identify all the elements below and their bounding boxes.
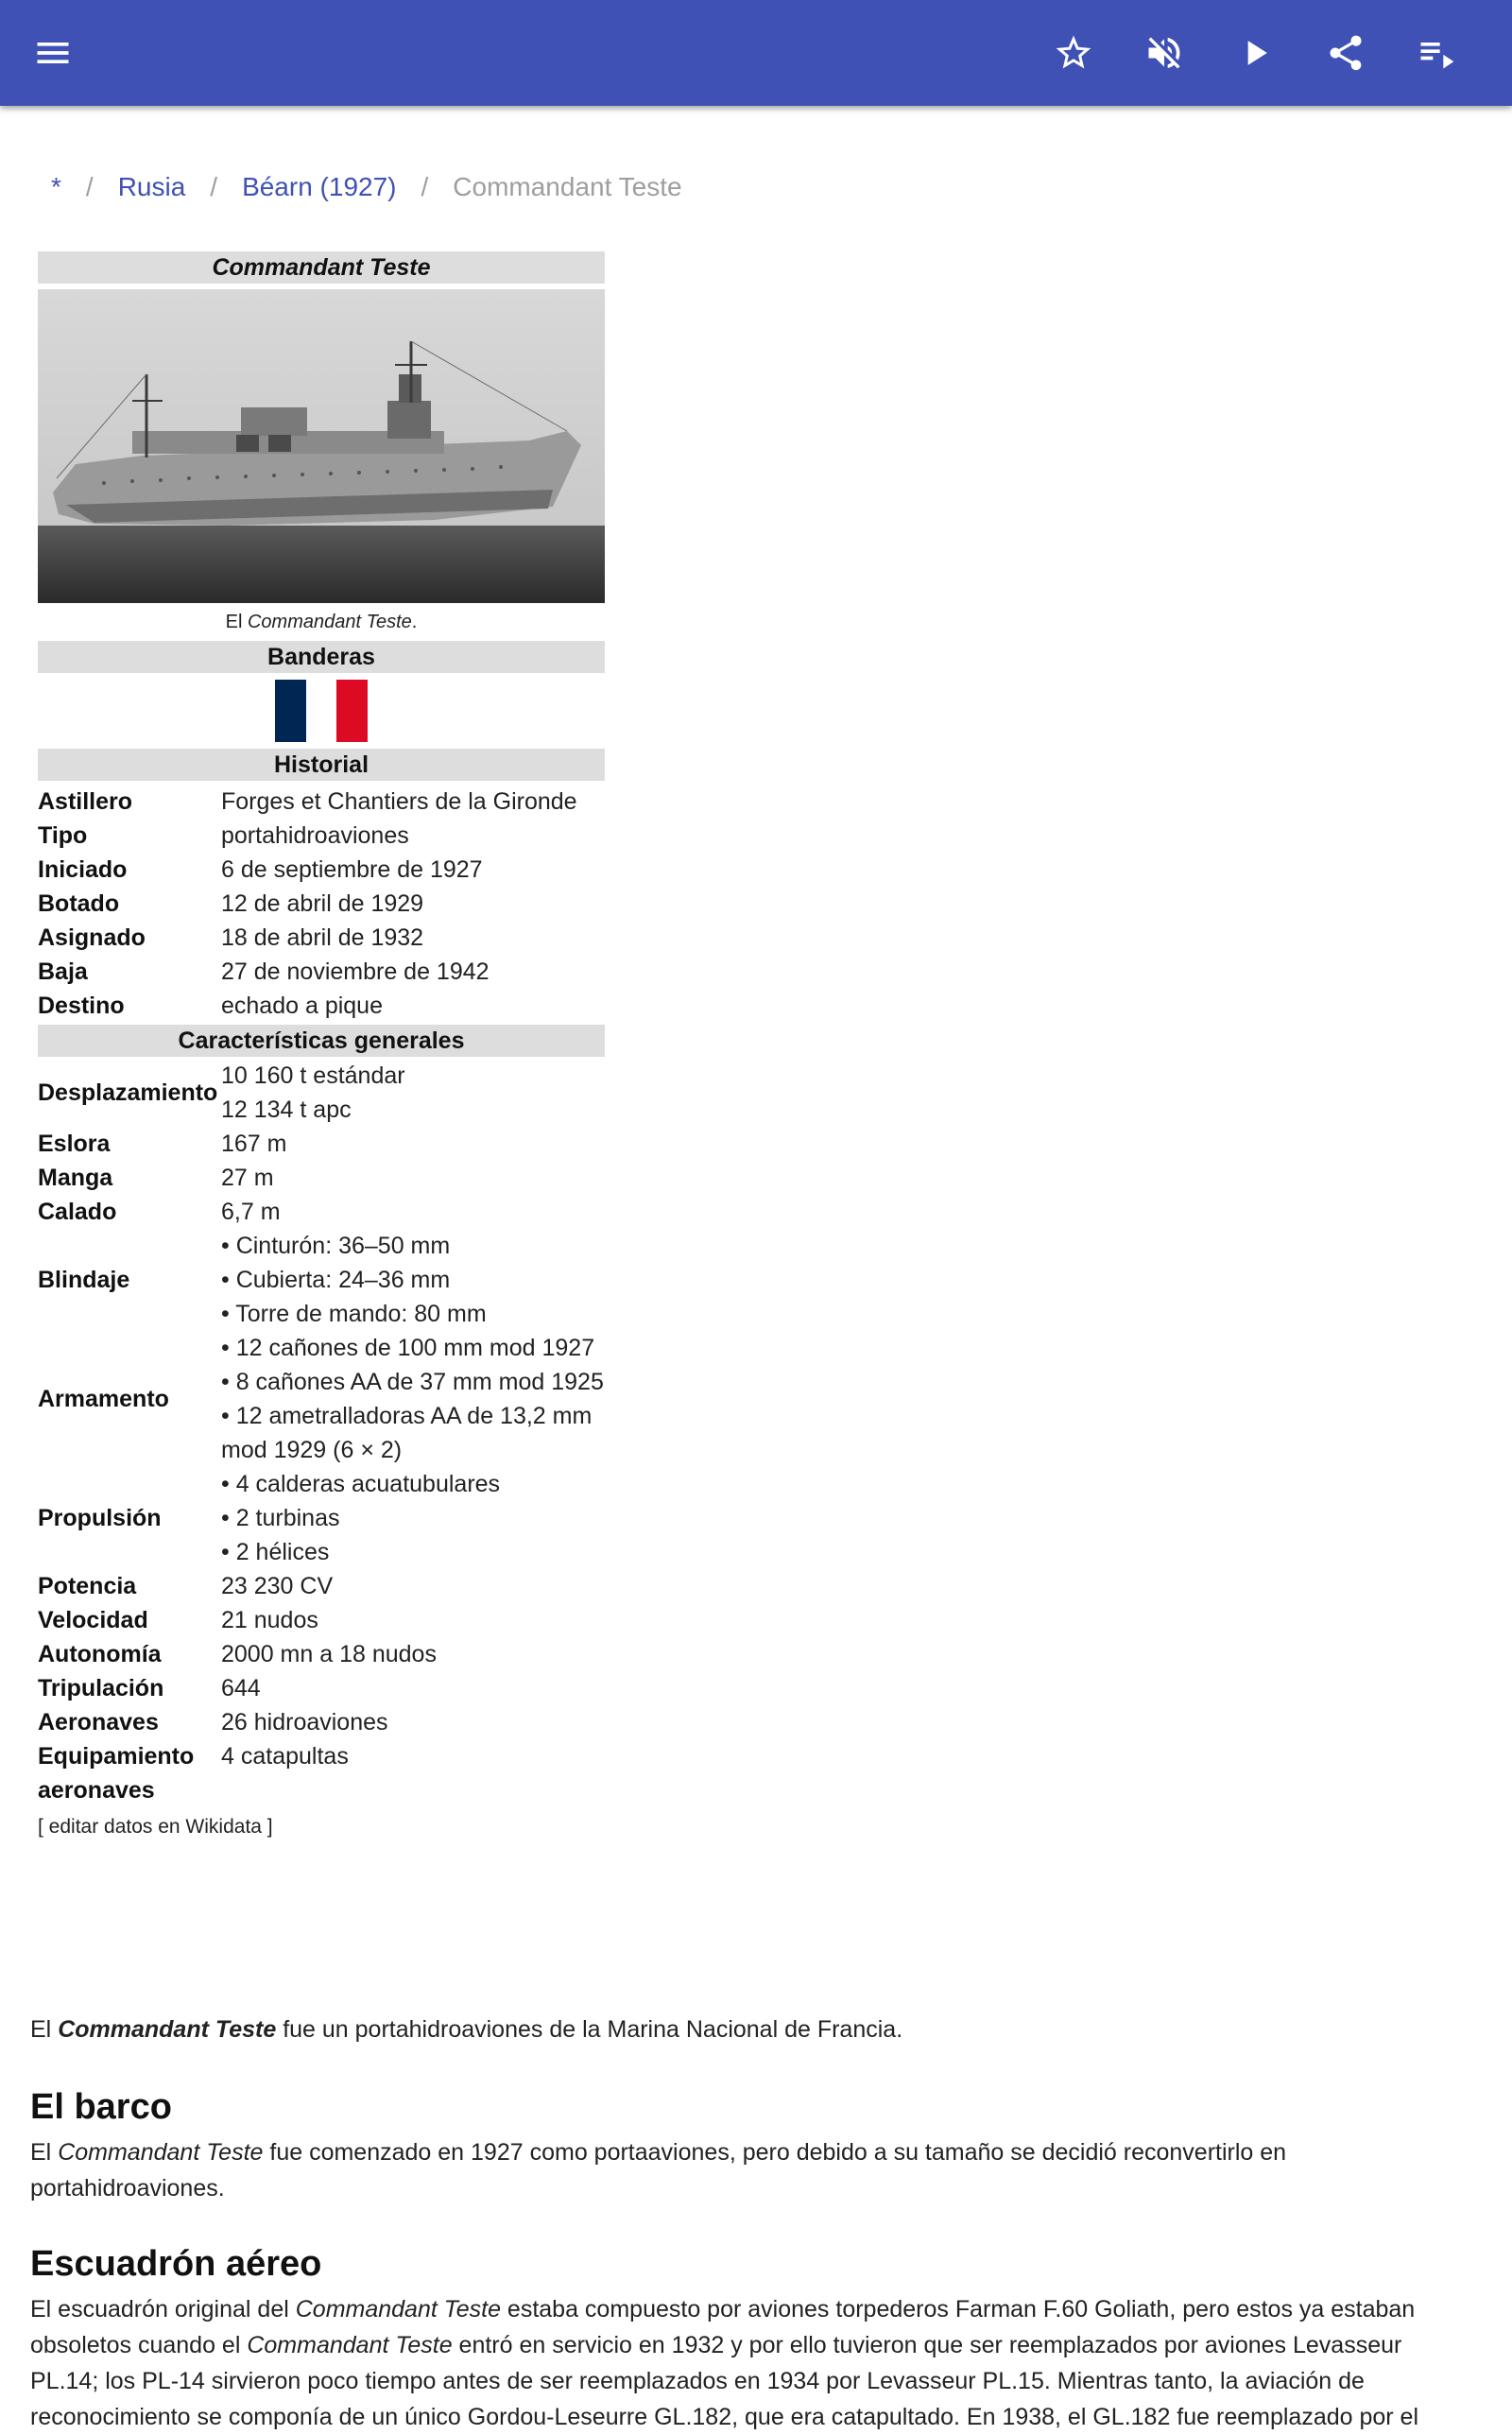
- infobox-row-value: [221, 1467, 605, 1569]
- section-text-mid: estaba compuesto por aviones torpederos Farman F.60 Goliath, pero estos ya estaban obsoletos cuando el: [30, 2296, 1416, 2358]
- infobox-row-value: [221, 1331, 605, 1467]
- infobox-title: Commandant Teste: [38, 251, 605, 284]
- flag-white-stripe: [306, 680, 337, 742]
- infobox-row: [38, 1059, 605, 1127]
- playlist-icon: [1416, 32, 1457, 74]
- infobox-value-line: 167 m: [221, 1131, 287, 1157]
- infobox-row-value: Forges et Chantiers de la Gironde: [221, 788, 577, 815]
- infobox-row: [38, 1127, 605, 1161]
- breadcrumb-item-rusia[interactable]: Rusia: [117, 172, 186, 201]
- infobox-value-line: 26 hidroaviones: [221, 1709, 388, 1736]
- hamburger-menu-icon: [32, 32, 74, 74]
- infobox-value-line: 644: [221, 1675, 261, 1701]
- flag-red-stripe: [336, 680, 368, 742]
- section-heading: El barco: [30, 2087, 172, 2127]
- breadcrumb-current: Commandant Teste: [453, 172, 682, 201]
- infobox-row: [38, 1467, 605, 1569]
- flag-row: [38, 673, 605, 749]
- infobox-row: [38, 819, 605, 853]
- infobox-value-line: • Cinturón: 36–50 mm: [221, 1233, 451, 1259]
- infobox-row-label: Tipo: [38, 822, 88, 849]
- infobox-row-value: [221, 1705, 605, 1739]
- infobox-row: [38, 1705, 605, 1739]
- share-icon: [1325, 32, 1366, 74]
- breadcrumb-separator: /: [421, 172, 429, 201]
- volume-off-icon: [1143, 32, 1185, 74]
- infobox-row-value: portahidroaviones: [221, 822, 409, 849]
- infobox-row-label: Eslora: [38, 1131, 111, 1157]
- infobox-value-line: 23 230 CV: [221, 1573, 334, 1599]
- infobox-row-label: Calado: [38, 1199, 117, 1225]
- infobox-row-value: [221, 1603, 605, 1637]
- infobox-value-line: 2000 mn a 18 nudos: [221, 1641, 437, 1667]
- play-icon: [1234, 32, 1276, 74]
- infobox-row: [38, 785, 605, 819]
- infobox-row-value: [221, 1059, 605, 1127]
- intro-ship-name: Commandant Teste: [58, 2016, 277, 2043]
- infobox-value-line: 21 nudos: [221, 1607, 318, 1633]
- infobox-row: [38, 921, 605, 955]
- infobox-value-line: • 2 hélices: [221, 1539, 330, 1565]
- infobox-row-label: Destino: [38, 993, 125, 1019]
- infobox-row-value: [221, 1161, 605, 1195]
- mute-button[interactable]: [1134, 23, 1194, 83]
- infobox-row: [38, 989, 605, 1023]
- infobox-row-value: [221, 1127, 605, 1161]
- section-heading: Escuadrón aéreo: [30, 2244, 322, 2284]
- bookmark-button[interactable]: [1043, 23, 1104, 83]
- section-ship-name: Commandant Teste: [58, 2139, 264, 2166]
- breadcrumb-home[interactable]: *: [51, 172, 61, 201]
- infobox-row-value: [221, 1569, 605, 1603]
- section-text-pre: El: [30, 2139, 59, 2166]
- playlist-button[interactable]: [1406, 23, 1467, 83]
- section-escuadron-aereo: [30, 2242, 1476, 2435]
- share-button[interactable]: [1315, 23, 1376, 83]
- section-ship-name: Commandant Teste: [295, 2296, 501, 2323]
- infobox-row: [38, 1671, 605, 1705]
- infobox-row-label: Velocidad: [38, 1607, 148, 1633]
- edit-wikidata-link[interactable]: [ editar datos en Wikidata ]: [38, 1816, 273, 1838]
- infobox-row: [38, 1739, 605, 1807]
- france-flag[interactable]: [275, 680, 368, 742]
- article-intro: [30, 2012, 1476, 2047]
- section-text-pre: El escuadrón original del: [30, 2296, 296, 2323]
- infobox-value-line: 4 catapultas: [221, 1743, 349, 1770]
- breadcrumb-separator: /: [210, 172, 218, 201]
- infobox-value-line: • 12 cañones de 100 mm mod 1927: [221, 1335, 595, 1361]
- infobox-row-value: [221, 1739, 605, 1807]
- infobox-row: [38, 1569, 605, 1603]
- infobox-row: [38, 1637, 605, 1671]
- menu-button[interactable]: [23, 23, 83, 83]
- caption-prefix: El: [225, 612, 248, 632]
- infobox-row-value: 18 de abril de 1932: [221, 924, 424, 951]
- intro-pre: El: [30, 2016, 59, 2043]
- star-outline-icon: [1053, 32, 1094, 74]
- infobox-row-label: Propulsión: [38, 1505, 162, 1531]
- infobox-row-label: Autonomía: [38, 1641, 162, 1667]
- infobox-value-line: • 8 cañones AA de 37 mm mod 1925: [221, 1369, 604, 1395]
- infobox-value-line: • 12 ametralladoras AA de 13,2 mm mod 1929 (6 × 2): [221, 1403, 593, 1463]
- infobox-row: [38, 1229, 605, 1331]
- infobox-row: [38, 1161, 605, 1195]
- section-el-barco: [30, 2085, 1476, 2206]
- infobox-row-value: echado a pique: [221, 993, 383, 1019]
- infobox-row-label: Tripulación: [38, 1675, 164, 1701]
- app-bar: [0, 0, 1512, 106]
- general-table: [38, 1057, 605, 1807]
- breadcrumb-item-bearn[interactable]: Béarn (1927): [242, 172, 397, 201]
- infobox-value-line: 27 m: [221, 1165, 274, 1191]
- section-ship-name: Commandant Teste: [247, 2332, 453, 2358]
- infobox-row-label: Equipamiento aeronaves: [38, 1743, 195, 1804]
- play-button[interactable]: [1225, 23, 1285, 83]
- section-text-post: fue comenzado en 1927 como portaaviones, pero debido a su tamaño se decidió reconvertirlo en portahidroaviones.: [30, 2139, 1287, 2202]
- infobox-row-label: Armamento: [38, 1386, 169, 1412]
- infobox-row: [38, 1331, 605, 1467]
- breadcrumb-separator: /: [85, 172, 94, 201]
- infobox-row-label: Botado: [38, 890, 120, 917]
- infobox-row: [38, 887, 605, 921]
- infobox-value-line: • Torre de mando: 80 mm: [221, 1301, 487, 1327]
- infobox-row-label: Astillero: [38, 788, 133, 815]
- infobox-row-value: [221, 1195, 605, 1229]
- caption-ship-name: Commandant Teste: [247, 612, 412, 632]
- infobox-row: [38, 853, 605, 887]
- breadcrumb: [51, 168, 682, 206]
- infobox-row-value: [221, 1671, 605, 1705]
- image-caption: [38, 603, 605, 641]
- history-header: Historial: [38, 749, 605, 781]
- infobox-row-value: 12 de abril de 1929: [221, 890, 424, 917]
- infobox-value-line: • 4 calderas acuatubulares: [221, 1471, 501, 1497]
- infobox: [38, 251, 605, 1843]
- infobox-row-label: Baja: [38, 958, 88, 985]
- infobox-value-line: 10 160 t estándar: [221, 1062, 405, 1089]
- infobox-row-label: Potencia: [38, 1573, 137, 1599]
- intro-post: fue un portahidroaviones de la Marina Nacional de Francia.: [276, 2016, 903, 2043]
- section-text-post: entró en servicio en 1932 y por ello tuvieron que ser reemplazados por aviones Levasseur PL.14; los PL-14 sirvieron poco tiempo antes de ser reemplazados en 1934 por Levasseur PL.15. Mientras tanto, la aviación de reconocimiento se componía de un único Gordou-Leseurre GL.182, que era catapultado. En 1938, el GL.182 fue reemplazado por el: [30, 2332, 1419, 2430]
- infobox-row-label: Iniciado: [38, 856, 128, 883]
- infobox-row-label: Blindaje: [38, 1267, 130, 1293]
- infobox-value-line: • 2 turbinas: [221, 1505, 340, 1531]
- flags-header: Banderas: [38, 641, 605, 673]
- infobox-row-label: Asignado: [38, 924, 146, 951]
- infobox-row-value: 27 de noviembre de 1942: [221, 958, 490, 985]
- caption-suffix: .: [411, 612, 418, 632]
- infobox-row: [38, 1195, 605, 1229]
- infobox-row-value: [221, 1637, 605, 1671]
- infobox-value-line: • Cubierta: 24–36 mm: [221, 1267, 451, 1293]
- history-table: [38, 781, 605, 1023]
- infobox-row-value: 6 de septiembre de 1927: [221, 856, 483, 883]
- infobox-row-label: Desplazamiento: [38, 1079, 218, 1106]
- ship-photo[interactable]: [38, 289, 605, 603]
- infobox-row-label: Manga: [38, 1165, 113, 1191]
- infobox-row-label: Aeronaves: [38, 1709, 159, 1736]
- infobox-value-line: 12 134 t apc: [221, 1097, 352, 1123]
- infobox-row: [38, 955, 605, 989]
- infobox-value-line: 6,7 m: [221, 1199, 281, 1225]
- infobox-row-value: [221, 1229, 605, 1331]
- flag-blue-stripe: [275, 680, 306, 742]
- general-header: Características generales: [38, 1025, 605, 1057]
- infobox-row: [38, 1603, 605, 1637]
